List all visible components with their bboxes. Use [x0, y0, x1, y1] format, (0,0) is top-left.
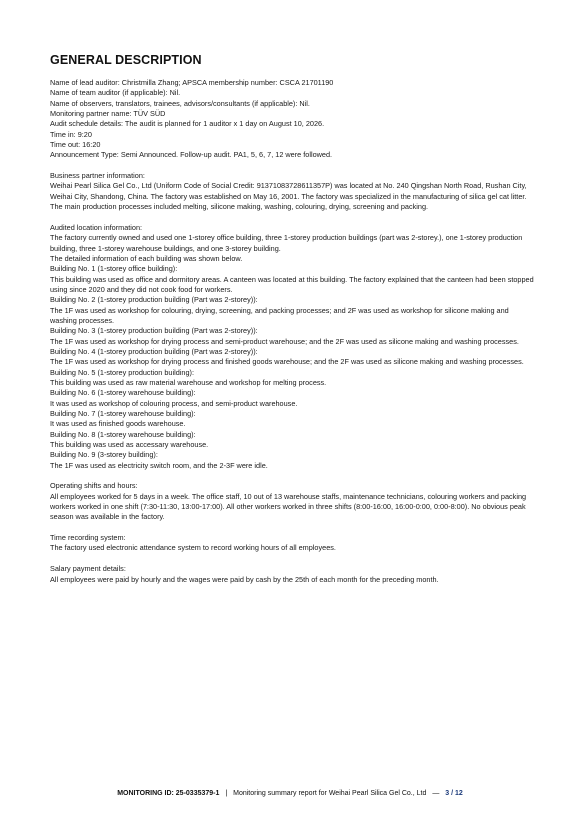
shifts-text: All employees worked for 5 days in a week. The office staff, 10 out of 13 warehouse staffs, maintenance technicians, colouring workers and packing workers worked in one shift (7:30-11:30, 13:00-17:00). All other workers worked in three shifts (8:00-16:00, 16:00-0:00, 0:00-8:00). No obvious peak season was available in the factory. [50, 491, 527, 522]
section-body [50, 78, 534, 585]
spacer [50, 471, 534, 481]
shifts-heading: Operating shifts and hours: [50, 481, 138, 491]
building-6-heading: Building No. 6 (1-storey warehouse building): [50, 388, 196, 398]
location-text: The detailed information of each building was shown below. [50, 253, 243, 263]
business-partner-text: Weihai Pearl Silica Gel Co., Ltd (Uniform Code of Social Credit: 91371083728611357P) was located at No. 240 Qingshan North Road, Rushan City, Weihai City, Shandong, China. The factory was established on May 16, 2001. The factory was specialized in the manufacturing of silica gel cat litter. The main production processes included melting, silicone making, washing, colouring, drying, screening and packing. [50, 181, 527, 212]
building-4-heading: Building No. 4 (1-storey production building (Part was 2-storey)): [50, 346, 258, 356]
building-2-text: The 1F was used as workshop for colouring, drying, screening, and packing processes; and 2F was used as workshop for silicone making and washing processes. [50, 305, 509, 325]
general-info-block [50, 78, 534, 161]
building-8-heading: Building No. 8 (1-storey warehouse building): [50, 429, 196, 439]
page-number: 3 / 12 [445, 790, 463, 797]
building-8-text: This building was used as accessary warehouse. [50, 440, 209, 450]
time-recording-text: The factory used electronic attendance system to record working hours of all employees. [50, 543, 336, 553]
building-3-text: The 1F was used as workshop for drying process and semi-product warehouse; and the 2F was used as silicone making and washing processes. [50, 336, 519, 346]
location-text: The factory currently owned and used one 1-storey office building, three 1-storey production buildings (part was 2-storey.), one 1-storey production building, three 1-storey warehouse buildings, and one 3-storey building. [50, 233, 523, 253]
building-1-text: This building was used as office and dormitory areas. A canteen was located at this building. The factory explained that the canteen had been stopped using since 2020 and they did not cook food for workers. [50, 274, 534, 294]
building-4-text: The 1F was used as workshop for drying process and finished goods warehouse; and the 2F was used as silicone making and washing processes. [50, 357, 524, 367]
audited-location-block [50, 223, 534, 471]
building-7-heading: Building No. 7 (1-storey warehouse building): [50, 409, 196, 418]
spacer [50, 554, 534, 564]
building-2-heading: Building No. 2 (1-storey production building (Part was 2-storey)): [50, 295, 258, 305]
building-5-heading: Building No. 5 (1-storey production building): [50, 367, 194, 377]
team-auditor-line: Name of team auditor (if applicable): Nil. [50, 88, 181, 98]
footer-separator: | [225, 790, 228, 797]
time-recording-heading: Time recording system: [50, 533, 126, 543]
salary-heading: Salary payment details: [50, 564, 126, 574]
building-9-text: The 1F was used as electricity switch room, and the 2-3F were idle. [50, 460, 268, 470]
salary-block [50, 564, 534, 585]
spacer [50, 161, 534, 171]
spacer [50, 212, 534, 222]
page-footer [0, 790, 580, 797]
time-out-line: Time out: 16:20 [50, 140, 101, 150]
building-7-text: It was used as finished goods warehouse. [50, 419, 186, 429]
lead-auditor-line: Name of lead auditor: Christmilla Zhang; APSCA membership number: CSCA 21701190 [50, 78, 334, 87]
monitoring-partner-line: Monitoring partner name: TÜV SÜD [50, 109, 166, 119]
building-6-text: It was used as workshop of colouring process, and semi-product warehouse. [50, 398, 298, 408]
building-5-text: This building was used as raw material warehouse and workshop for melting process. [50, 377, 327, 387]
spacer [50, 523, 534, 533]
building-1-heading: Building No. 1 (1-storey office building): [50, 264, 178, 274]
observers-line: Name of observers, translators, trainees, advisors/consultants (if applicable): Nil. [50, 98, 310, 108]
building-9-heading: Building No. 9 (3-storey building): [50, 450, 158, 460]
business-partner-block [50, 171, 534, 212]
salary-text: All employees were paid by hourly and the wages were paid by cash by the 25th of each month for the preceding month. [50, 574, 439, 584]
monitoring-id: MONITORING ID: 25-0335379-1 [117, 790, 220, 797]
section-title: GENERAL DESCRIPTION [50, 53, 202, 67]
business-partner-heading: Business partner information: [50, 171, 145, 181]
time-recording-block [50, 533, 534, 554]
announcement-type-line: Announcement Type: Semi Announced. Follow-up audit. PA1, 5, 6, 7, 12 were followed. [50, 150, 333, 160]
report-title: Monitoring summary report for Weihai Pearl Silica Gel Co., Ltd [233, 790, 427, 797]
shifts-block [50, 481, 534, 522]
audit-schedule-line: Audit schedule details: The audit is planned for 1 auditor x 1 day on August 10, 2026. [50, 119, 325, 129]
audited-location-heading: Audited location information: [50, 222, 143, 232]
footer-dash: — [432, 790, 440, 797]
time-in-line: Time in: 9:20 [50, 129, 92, 139]
building-3-heading: Building No. 3 (1-storey production building (Part was 2-storey)): [50, 326, 258, 336]
